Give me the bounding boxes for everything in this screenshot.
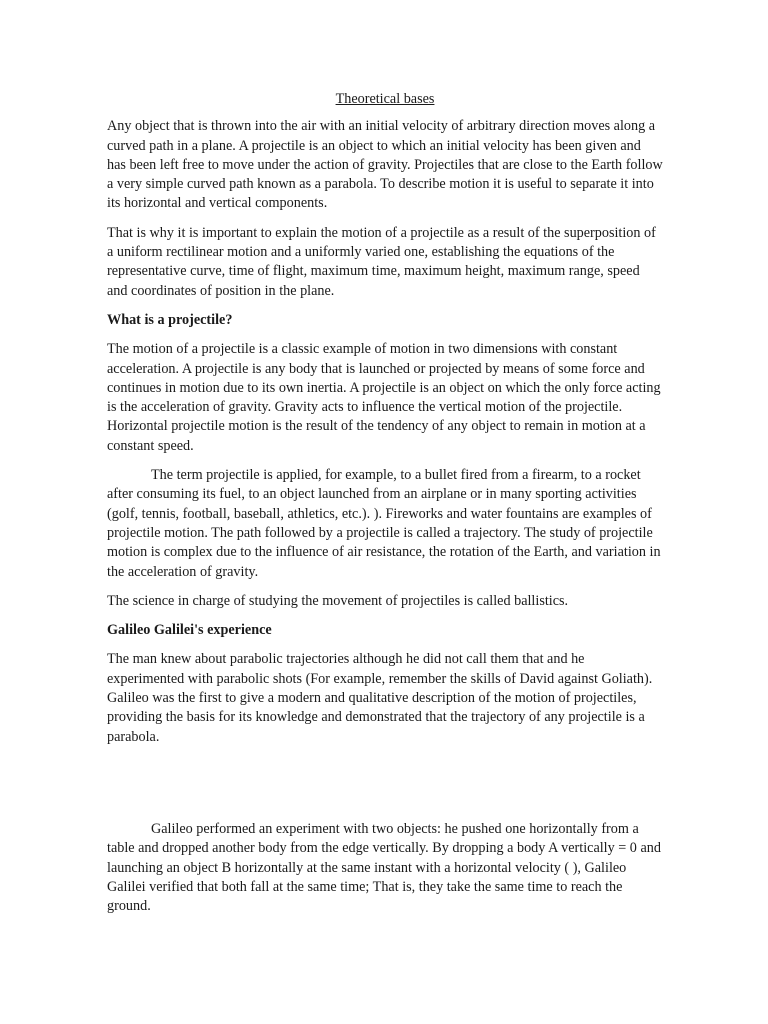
galileo-paragraph-2: Galileo performed an experiment with two objects: he pushed one horizontally from a table and dropped another body from the edge vertically. By dropping a body A vertically = 0 and launching an object B horizontally at the same instant with a horizontal velocity ( ), Galileo Galilei verified that both fall at the same time; That is, they take the same time to reach the ground. (107, 820, 661, 915)
projectile-paragraph-2: The term projectile is applied, for example, to a bullet fired from a firearm, to a rocket after consuming its fuel, to an object launched from an airplane or in many sporting activities (golf, tennis, football, baseball, athletics, etc.). ). Fireworks and water fountains are examples of projectile motion. The path followed by a projectile is called a trajectory. The study of projectile motion is complex due to the influence of air resistance, the rotation of the Earth, and variation in the acceleration of gravity. (107, 467, 661, 580)
intro-paragraph-2: That is why it is important to explain the motion of a projectile as a result of the superposition of a uniform rectilinear motion and a uniformly varied one, establishing the equations of the representative curve, time of flight, maximum time, maximum height, maximum range, speed and coordinates of position in the plane. (107, 224, 656, 299)
section-heading-galileo: Galileo Galilei's experience (107, 622, 272, 639)
document-page (107, 90, 663, 926)
projectile-paragraph-1: The motion of a projectile is a classic example of motion in two dimensions with constant acceleration. A projectile is any body that is launched or projected by means of some force and continues in motion due to its own inertia. A projectile is an object on which the only force acting is the acceleration of gravity. Gravity acts to influence the vertical motion of the projectile. Horizontal projectile motion is the result of the tendency of any object to remain in motion at a constant speed. (107, 341, 661, 454)
projectile-paragraph-3: The science in charge of studying the movement of projectiles is called ballistics. (107, 592, 569, 609)
intro-paragraph-1: Any object that is thrown into the air with an initial velocity of arbitrary direction moves along a curved path in a plane. A projectile is an object to which an initial velocity has been given and has been left free to move under the action of gravity. Projectiles that are close to the Earth follow a very simple curved path known as a parabola. To describe motion it is useful to separate it into its horizontal and vertical components. (107, 118, 663, 212)
document-title: Theoretical bases (335, 91, 435, 107)
blank-space (107, 757, 663, 820)
section-heading-projectile: What is a projectile? (107, 311, 233, 328)
galileo-paragraph-1: The man knew about parabolic trajectories although he did not call them that and he experimented with parabolic shots (For example, remember the skills of David against Goliath). Galileo was the first to give a modern and qualitative description of the motion of projectiles, providing the basis for its knowledge and demonstrated that the trajectory of any projectile is a parabola. (107, 651, 653, 745)
